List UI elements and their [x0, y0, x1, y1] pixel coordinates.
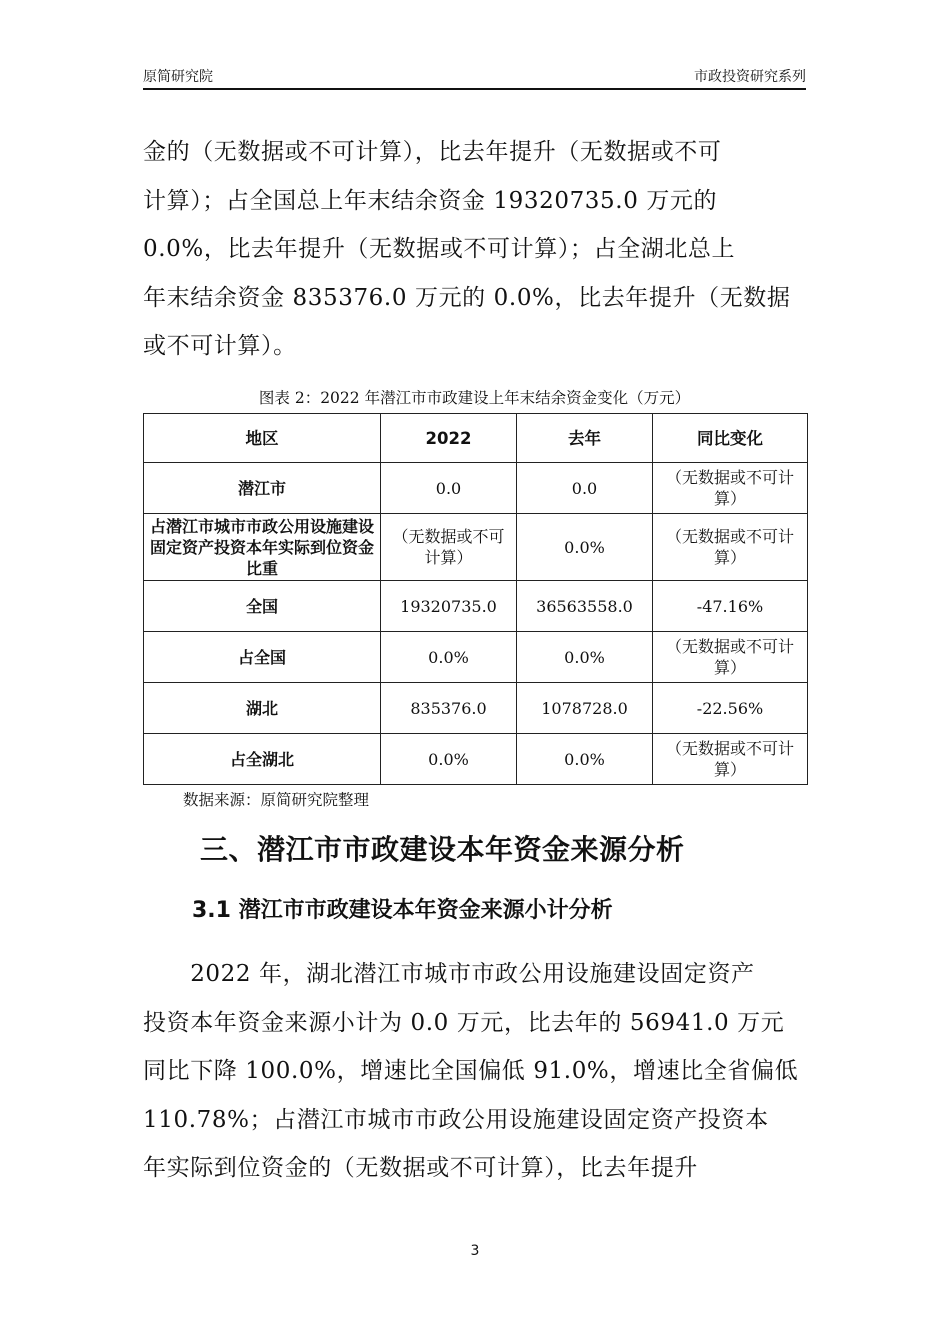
subsection-heading: 3.1 潜江市市政建设本年资金来源小计分析	[192, 898, 613, 923]
cell: 1078728.0	[517, 683, 653, 734]
page-header	[143, 62, 806, 90]
data-source-note: 数据来源：原简研究院整理	[183, 791, 370, 809]
table-row	[144, 514, 808, 581]
column-header: 同比变化	[653, 414, 808, 463]
text-line: 金的（无数据或不可计算），比去年提升（无数据或不可	[143, 139, 722, 165]
cell: 0.0%	[517, 632, 653, 683]
cell: （无数据或不可计算）	[653, 463, 808, 514]
cell: 0.0%	[517, 514, 653, 581]
header-org: 原简研究院	[143, 69, 213, 85]
cell: （无数据或不可计算）	[381, 514, 517, 581]
row-label: 全国	[144, 581, 381, 632]
table-row	[144, 463, 808, 514]
balance-table	[143, 413, 808, 785]
cell: 0.0%	[517, 734, 653, 785]
text-line: 年末结余资金 835376.0 万元的 0.0%，比去年提升（无数据	[143, 284, 791, 311]
section-heading: 三、潜江市市政建设本年资金来源分析	[200, 833, 685, 866]
cell: 36563558.0	[517, 581, 653, 632]
cell: -47.16%	[653, 581, 808, 632]
row-label: 占潜江市城市市政公用设施建设固定资产投资本年实际到位资金比重	[144, 514, 381, 581]
cell: （无数据或不可计算）	[653, 734, 808, 785]
text-line: 同比下降 100.0%，增速比全国偏低 91.0%，增速比全省偏低	[143, 1058, 799, 1084]
cell: （无数据或不可计算）	[653, 514, 808, 581]
cell: 19320735.0	[381, 581, 517, 632]
row-label: 占全国	[144, 632, 381, 683]
table-header-row	[144, 414, 808, 463]
header-series: 市政投资研究系列	[694, 69, 806, 85]
cell: -22.56%	[653, 683, 808, 734]
text-line: 110.78%；占潜江市城市市政公用设施建设固定资产投资本	[143, 1106, 769, 1133]
row-label: 湖北	[144, 683, 381, 734]
page-number: 3	[470, 1243, 480, 1259]
row-label: 潜江市	[144, 463, 381, 514]
cell: 0.0	[517, 463, 653, 514]
cell: （无数据或不可计算）	[653, 632, 808, 683]
cell: 0.0	[381, 463, 517, 514]
column-header: 地区	[144, 414, 381, 463]
paragraph-analysis	[143, 950, 806, 1193]
cell: 835376.0	[381, 683, 517, 734]
text-line: 2022 年，湖北潜江市城市市政公用设施建设固定资产	[143, 961, 755, 987]
cell: 0.0%	[381, 734, 517, 785]
text-line: 计算）；占全国总上年末结余资金 19320735.0 万元的	[143, 187, 718, 214]
table-row	[144, 581, 808, 632]
table-row	[144, 683, 808, 734]
text-line: 投资本年资金来源小计为 0.0 万元，比去年的 56941.0 万元	[143, 1009, 785, 1036]
cell: 0.0%	[381, 632, 517, 683]
text-line: 年实际到位资金的（无数据或不可计算），比去年提升	[143, 1155, 698, 1181]
paragraph-continued	[143, 128, 806, 371]
row-label: 占全湖北	[144, 734, 381, 785]
table-row	[144, 632, 808, 683]
column-header: 2022	[381, 414, 517, 463]
column-header: 去年	[517, 414, 653, 463]
table-row	[144, 734, 808, 785]
text-line: 0.0%，比去年提升（无数据或不可计算）；占全湖北总上	[143, 236, 736, 262]
table-caption: 图表 2：2022 年潜江市市政建设上年末结余资金变化（万元）	[258, 389, 691, 407]
text-line: 或不可计算）。	[143, 333, 297, 359]
